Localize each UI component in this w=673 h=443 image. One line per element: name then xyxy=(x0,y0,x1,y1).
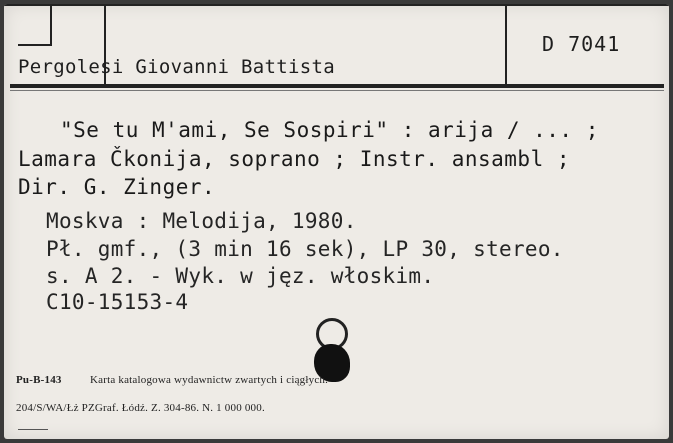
publication-line-3: s. A 2. - Wyk. w jęz. włoskim. xyxy=(46,264,435,288)
shelfmark: D 7041 xyxy=(542,32,621,56)
header-top-rule xyxy=(4,4,669,6)
publication-line-4: C10-15153-4 xyxy=(46,290,189,314)
description-line-1: "Se tu M'ami, Se Sospiri" : arija / ... ; xyxy=(60,118,599,142)
description-line-3: Dir. G. Zinger. xyxy=(18,175,216,199)
form-title: Karta katalogowa wydawnictw zwartych i ciągłych. xyxy=(90,374,329,386)
form-code: Pu-B-143 xyxy=(16,374,62,386)
publication-line-1: Moskva : Melodija, 1980. xyxy=(46,209,357,233)
header-thin-rule xyxy=(10,90,664,91)
header-bottom-rule xyxy=(10,84,664,88)
publication-line-2: Pł. gmf., (3 min 16 sek), LP 30, stereo. xyxy=(46,237,564,261)
catalog-card xyxy=(4,4,669,439)
description-line-2: Lamara Čkonija, soprano ; Instr. ansambl ; xyxy=(18,147,571,171)
print-info: 204/S/WA/Łż PZGraf. Łódź. Z. 304-86. N. 1 000 000. xyxy=(16,402,265,414)
shelfmark-column-rule xyxy=(505,4,507,84)
left-box-rule xyxy=(50,4,52,46)
left-box-bottom-rule xyxy=(18,44,52,46)
bottom-rule xyxy=(18,429,48,430)
author-heading: Pergolesi Giovanni Battista xyxy=(18,56,335,78)
